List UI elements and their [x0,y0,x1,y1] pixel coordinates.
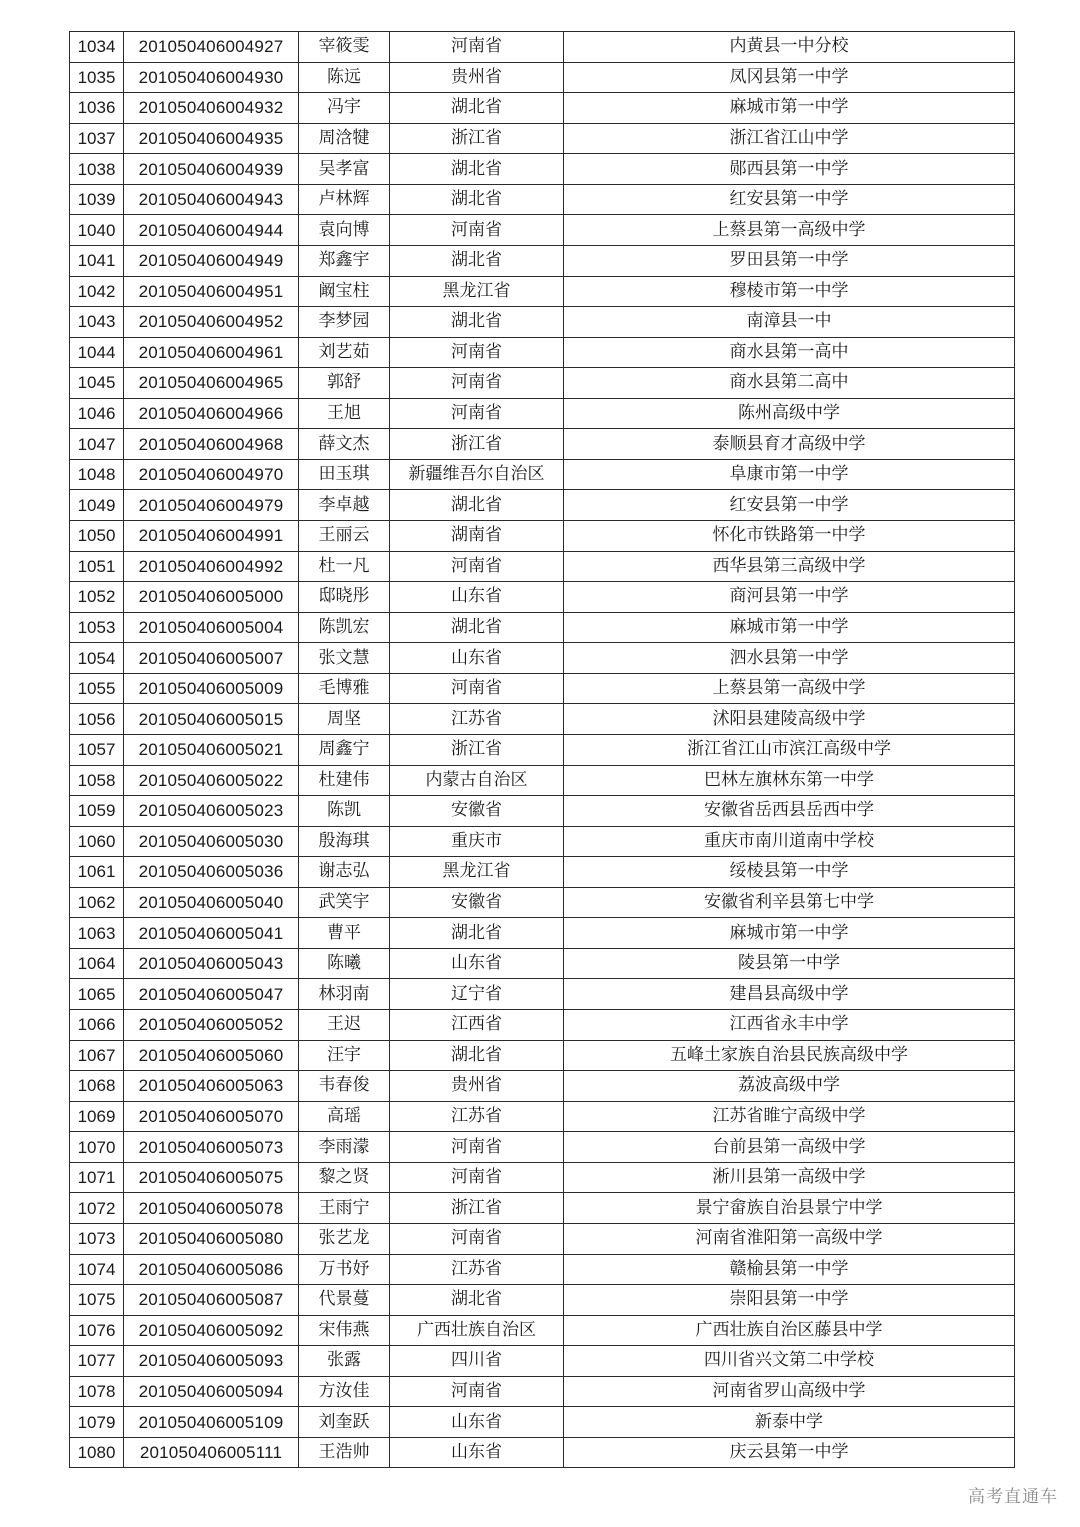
table-row [70,979,1015,1010]
student-name-cell: 李卓越 [299,490,390,521]
school-cell: 五峰土家族自治县民族高级中学 [564,1040,1015,1071]
table-row [70,1193,1015,1224]
table-row [70,918,1015,949]
province-cell: 黑龙江省 [390,857,564,888]
school-cell: 红安县第一中学 [564,184,1015,215]
watermark: 高考直通车 [968,1487,1058,1507]
school-cell: 穆棱市第一中学 [564,276,1015,307]
candidate-id-cell: 201050406004966 [124,398,299,429]
school-cell: 景宁畲族自治县景宁中学 [564,1193,1015,1224]
row-number-cell: 1039 [70,184,124,215]
candidate-id-cell: 201050406005000 [124,582,299,613]
table-row [70,215,1015,246]
row-number-cell: 1057 [70,734,124,765]
student-name-cell: 陈曦 [299,948,390,979]
province-cell: 新疆维吾尔自治区 [390,459,564,490]
table-row [70,1223,1015,1254]
student-name-cell: 李梦园 [299,307,390,338]
table-row [70,154,1015,185]
province-cell: 河南省 [390,1223,564,1254]
province-cell: 河南省 [390,368,564,399]
table-row [70,184,1015,215]
student-name-cell: 吴孝富 [299,154,390,185]
table-row [70,643,1015,674]
student-name-cell: 王浩帅 [299,1437,390,1468]
table-row [70,948,1015,979]
province-cell: 湖北省 [390,184,564,215]
candidate-id-cell: 201050406004968 [124,429,299,460]
table-row [70,826,1015,857]
table-row [70,734,1015,765]
province-cell: 河南省 [390,1162,564,1193]
candidate-id-cell: 201050406005004 [124,612,299,643]
school-cell: 陈州高级中学 [564,398,1015,429]
table-row [70,1407,1015,1438]
student-name-cell: 陈远 [299,62,390,93]
candidate-id-cell: 201050406005052 [124,1010,299,1041]
province-cell: 河南省 [390,215,564,246]
school-cell: 麻城市第一中学 [564,93,1015,124]
student-name-cell: 代景蔓 [299,1285,390,1316]
table-row [70,796,1015,827]
candidate-id-cell: 201050406005060 [124,1040,299,1071]
row-number-cell: 1036 [70,93,124,124]
table-row [70,337,1015,368]
row-number-cell: 1078 [70,1376,124,1407]
row-number-cell: 1038 [70,154,124,185]
candidate-id-cell: 201050406004930 [124,62,299,93]
row-number-cell: 1045 [70,368,124,399]
row-number-cell: 1066 [70,1010,124,1041]
row-number-cell: 1069 [70,1101,124,1132]
school-cell: 泗水县第一中学 [564,643,1015,674]
table-row [70,1101,1015,1132]
table-row [70,1254,1015,1285]
student-name-cell: 王迟 [299,1010,390,1041]
province-cell: 浙江省 [390,123,564,154]
school-cell: 陵县第一中学 [564,948,1015,979]
school-cell: 四川省兴文第二中学校 [564,1346,1015,1377]
candidate-id-cell: 201050406005111 [124,1437,299,1468]
candidate-id-cell: 201050406005041 [124,918,299,949]
table-row [70,398,1015,429]
row-number-cell: 1064 [70,948,124,979]
row-number-cell: 1037 [70,123,124,154]
row-number-cell: 1077 [70,1346,124,1377]
row-number-cell: 1068 [70,1071,124,1102]
candidate-id-cell: 201050406004979 [124,490,299,521]
table-row [70,459,1015,490]
candidate-id-cell: 201050406004932 [124,93,299,124]
student-name-cell: 林羽南 [299,979,390,1010]
candidate-id-cell: 201050406005047 [124,979,299,1010]
student-name-cell: 王丽云 [299,521,390,552]
province-cell: 浙江省 [390,429,564,460]
table-row [70,1010,1015,1041]
row-number-cell: 1042 [70,276,124,307]
student-name-cell: 武笑宇 [299,887,390,918]
school-cell: 麻城市第一中学 [564,612,1015,643]
student-name-cell: 方汝佳 [299,1376,390,1407]
school-cell: 广西壮族自治区藤县中学 [564,1315,1015,1346]
province-cell: 重庆市 [390,826,564,857]
candidate-id-cell: 201050406004949 [124,245,299,276]
candidate-id-cell: 201050406004939 [124,154,299,185]
province-cell: 山东省 [390,582,564,613]
row-number-cell: 1052 [70,582,124,613]
province-cell: 辽宁省 [390,979,564,1010]
student-name-cell: 宋伟燕 [299,1315,390,1346]
candidate-id-cell: 201050406004952 [124,307,299,338]
student-name-cell: 田玉琪 [299,459,390,490]
table-row [70,368,1015,399]
province-cell: 贵州省 [390,62,564,93]
province-cell: 江苏省 [390,1254,564,1285]
school-cell: 商河县第一中学 [564,582,1015,613]
table-row [70,276,1015,307]
table-row [70,612,1015,643]
province-cell: 湖北省 [390,612,564,643]
province-cell: 河南省 [390,1132,564,1163]
table-row [70,582,1015,613]
school-cell: 西华县第三高级中学 [564,551,1015,582]
province-cell: 河南省 [390,337,564,368]
row-number-cell: 1067 [70,1040,124,1071]
student-name-cell: 卢林辉 [299,184,390,215]
province-cell: 安徽省 [390,887,564,918]
row-number-cell: 1054 [70,643,124,674]
candidate-id-cell: 201050406005094 [124,1376,299,1407]
student-name-cell: 阚宝柱 [299,276,390,307]
candidate-id-cell: 201050406005022 [124,765,299,796]
student-name-cell: 陈凯宏 [299,612,390,643]
row-number-cell: 1056 [70,704,124,735]
school-cell: 绥棱县第一中学 [564,857,1015,888]
row-number-cell: 1051 [70,551,124,582]
row-number-cell: 1041 [70,245,124,276]
table-row [70,490,1015,521]
row-number-cell: 1079 [70,1407,124,1438]
province-cell: 湖北省 [390,918,564,949]
row-number-cell: 1072 [70,1193,124,1224]
school-cell: 泰顺县育才高级中学 [564,429,1015,460]
table-row [70,429,1015,460]
province-cell: 黑龙江省 [390,276,564,307]
row-number-cell: 1034 [70,32,124,63]
student-name-cell: 刘奎跃 [299,1407,390,1438]
table-row [70,62,1015,93]
school-cell: 安徽省岳西县岳西中学 [564,796,1015,827]
school-cell: 红安县第一中学 [564,490,1015,521]
school-cell: 上蔡县第一高级中学 [564,215,1015,246]
candidate-id-cell: 201050406004943 [124,184,299,215]
row-number-cell: 1058 [70,765,124,796]
row-number-cell: 1048 [70,459,124,490]
province-cell: 河南省 [390,551,564,582]
province-cell: 山东省 [390,1437,564,1468]
province-cell: 四川省 [390,1346,564,1377]
row-number-cell: 1046 [70,398,124,429]
province-cell: 河南省 [390,673,564,704]
table-row [70,123,1015,154]
candidate-id-cell: 201050406005092 [124,1315,299,1346]
school-cell: 赣榆县第一中学 [564,1254,1015,1285]
row-number-cell: 1070 [70,1132,124,1163]
table-row [70,765,1015,796]
candidate-id-cell: 201050406004992 [124,551,299,582]
school-cell: 南漳县一中 [564,307,1015,338]
candidate-id-cell: 201050406005087 [124,1285,299,1316]
student-name-cell: 王雨宁 [299,1193,390,1224]
student-name-cell: 薛文杰 [299,429,390,460]
candidate-id-cell: 201050406004935 [124,123,299,154]
row-number-cell: 1049 [70,490,124,521]
candidate-id-cell: 201050406004970 [124,459,299,490]
row-number-cell: 1055 [70,673,124,704]
candidate-id-cell: 201050406004944 [124,215,299,246]
row-number-cell: 1050 [70,521,124,552]
row-number-cell: 1061 [70,857,124,888]
candidate-id-cell: 201050406004991 [124,521,299,552]
province-cell: 河南省 [390,398,564,429]
school-cell: 淅川县第一高级中学 [564,1162,1015,1193]
student-name-cell: 宰筱雯 [299,32,390,63]
table-row [70,1437,1015,1468]
province-cell: 湖南省 [390,521,564,552]
table-row [70,93,1015,124]
candidate-id-cell: 201050406005036 [124,857,299,888]
province-cell: 湖北省 [390,154,564,185]
candidate-id-cell: 201050406004927 [124,32,299,63]
candidate-id-cell: 201050406005007 [124,643,299,674]
school-cell: 建昌县高级中学 [564,979,1015,1010]
table-row [70,1285,1015,1316]
candidate-id-cell: 201050406005078 [124,1193,299,1224]
table-row [70,857,1015,888]
table-row [70,704,1015,735]
province-cell: 贵州省 [390,1071,564,1102]
student-name-cell: 殷海琪 [299,826,390,857]
candidate-id-cell: 201050406005009 [124,673,299,704]
school-cell: 阜康市第一中学 [564,459,1015,490]
province-cell: 河南省 [390,1376,564,1407]
school-cell: 罗田县第一中学 [564,245,1015,276]
table-row [70,1071,1015,1102]
candidate-id-cell: 201050406004951 [124,276,299,307]
student-name-cell: 张文慧 [299,643,390,674]
candidate-id-cell: 201050406005063 [124,1071,299,1102]
province-cell: 山东省 [390,948,564,979]
row-number-cell: 1071 [70,1162,124,1193]
roster-table [69,31,1015,1468]
table-row [70,1162,1015,1193]
school-cell: 上蔡县第一高级中学 [564,673,1015,704]
province-cell: 湖北省 [390,490,564,521]
candidate-id-cell: 201050406005086 [124,1254,299,1285]
student-name-cell: 郑鑫宇 [299,245,390,276]
row-number-cell: 1040 [70,215,124,246]
student-name-cell: 张艺龙 [299,1223,390,1254]
school-cell: 台前县第一高级中学 [564,1132,1015,1163]
row-number-cell: 1060 [70,826,124,857]
school-cell: 江西省永丰中学 [564,1010,1015,1041]
student-name-cell: 郭舒 [299,368,390,399]
school-cell: 内黄县一中分校 [564,32,1015,63]
province-cell: 广西壮族自治区 [390,1315,564,1346]
candidate-id-cell: 201050406005073 [124,1132,299,1163]
province-cell: 山东省 [390,1407,564,1438]
province-cell: 浙江省 [390,734,564,765]
school-cell: 沭阳县建陵高级中学 [564,704,1015,735]
row-number-cell: 1062 [70,887,124,918]
row-number-cell: 1035 [70,62,124,93]
province-cell: 江苏省 [390,1101,564,1132]
student-name-cell: 万书妤 [299,1254,390,1285]
school-cell: 浙江省江山市滨江高级中学 [564,734,1015,765]
school-cell: 重庆市南川道南中学校 [564,826,1015,857]
school-cell: 河南省罗山高级中学 [564,1376,1015,1407]
candidate-id-cell: 201050406004961 [124,337,299,368]
table-row [70,673,1015,704]
province-cell: 湖北省 [390,1040,564,1071]
row-number-cell: 1073 [70,1223,124,1254]
student-name-cell: 曹平 [299,918,390,949]
table-row [70,1376,1015,1407]
province-cell: 江苏省 [390,704,564,735]
school-cell: 新泰中学 [564,1407,1015,1438]
table-row [70,1132,1015,1163]
row-number-cell: 1053 [70,612,124,643]
school-cell: 凤冈县第一中学 [564,62,1015,93]
school-cell: 崇阳县第一中学 [564,1285,1015,1316]
candidate-id-cell: 201050406004965 [124,368,299,399]
student-name-cell: 周鑫宁 [299,734,390,765]
school-cell: 安徽省利辛县第七中学 [564,887,1015,918]
table-row [70,1040,1015,1071]
candidate-id-cell: 201050406005075 [124,1162,299,1193]
row-number-cell: 1059 [70,796,124,827]
student-name-cell: 汪宇 [299,1040,390,1071]
province-cell: 湖北省 [390,93,564,124]
row-number-cell: 1047 [70,429,124,460]
row-number-cell: 1063 [70,918,124,949]
table-row [70,521,1015,552]
candidate-id-cell: 201050406005023 [124,796,299,827]
school-cell: 麻城市第一中学 [564,918,1015,949]
table-row [70,245,1015,276]
student-name-cell: 刘艺茹 [299,337,390,368]
province-cell: 内蒙古自治区 [390,765,564,796]
school-cell: 郧西县第一中学 [564,154,1015,185]
candidate-id-cell: 201050406005043 [124,948,299,979]
row-number-cell: 1076 [70,1315,124,1346]
school-cell: 怀化市铁路第一中学 [564,521,1015,552]
candidate-id-cell: 201050406005093 [124,1346,299,1377]
province-cell: 浙江省 [390,1193,564,1224]
candidate-id-cell: 201050406005021 [124,734,299,765]
province-cell: 湖北省 [390,245,564,276]
student-name-cell: 周坚 [299,704,390,735]
table-row [70,887,1015,918]
school-cell: 商水县第一高中 [564,337,1015,368]
student-name-cell: 陈凯 [299,796,390,827]
student-name-cell: 黎之贤 [299,1162,390,1193]
student-name-cell: 袁向博 [299,215,390,246]
table-row [70,307,1015,338]
student-name-cell: 韦春俊 [299,1071,390,1102]
candidate-id-cell: 201050406005080 [124,1223,299,1254]
student-name-cell: 李雨濛 [299,1132,390,1163]
table-row [70,551,1015,582]
student-name-cell: 周浛犍 [299,123,390,154]
province-cell: 湖北省 [390,1285,564,1316]
school-cell: 商水县第二高中 [564,368,1015,399]
school-cell: 荔波高级中学 [564,1071,1015,1102]
candidate-id-cell: 201050406005109 [124,1407,299,1438]
province-cell: 江西省 [390,1010,564,1041]
row-number-cell: 1065 [70,979,124,1010]
roster-table-body [70,32,1015,1468]
student-name-cell: 杜建伟 [299,765,390,796]
candidate-id-cell: 201050406005040 [124,887,299,918]
student-name-cell: 毛博雅 [299,673,390,704]
school-cell: 浙江省江山中学 [564,123,1015,154]
student-name-cell: 张露 [299,1346,390,1377]
table-row [70,32,1015,63]
candidate-id-cell: 201050406005015 [124,704,299,735]
province-cell: 山东省 [390,643,564,674]
table-row [70,1346,1015,1377]
school-cell: 河南省淮阳第一高级中学 [564,1223,1015,1254]
student-name-cell: 杜一凡 [299,551,390,582]
candidate-id-cell: 201050406005070 [124,1101,299,1132]
student-name-cell: 谢志弘 [299,857,390,888]
student-name-cell: 高瑶 [299,1101,390,1132]
table-row [70,1315,1015,1346]
student-name-cell: 冯宇 [299,93,390,124]
province-cell: 安徽省 [390,796,564,827]
student-name-cell: 王旭 [299,398,390,429]
row-number-cell: 1080 [70,1437,124,1468]
row-number-cell: 1044 [70,337,124,368]
school-cell: 巴林左旗林东第一中学 [564,765,1015,796]
row-number-cell: 1075 [70,1285,124,1316]
school-cell: 庆云县第一中学 [564,1437,1015,1468]
school-cell: 江苏省睢宁高级中学 [564,1101,1015,1132]
roster-sheet [69,31,1015,1468]
province-cell: 河南省 [390,32,564,63]
row-number-cell: 1074 [70,1254,124,1285]
candidate-id-cell: 201050406005030 [124,826,299,857]
row-number-cell: 1043 [70,307,124,338]
student-name-cell: 邸晓彤 [299,582,390,613]
province-cell: 湖北省 [390,307,564,338]
